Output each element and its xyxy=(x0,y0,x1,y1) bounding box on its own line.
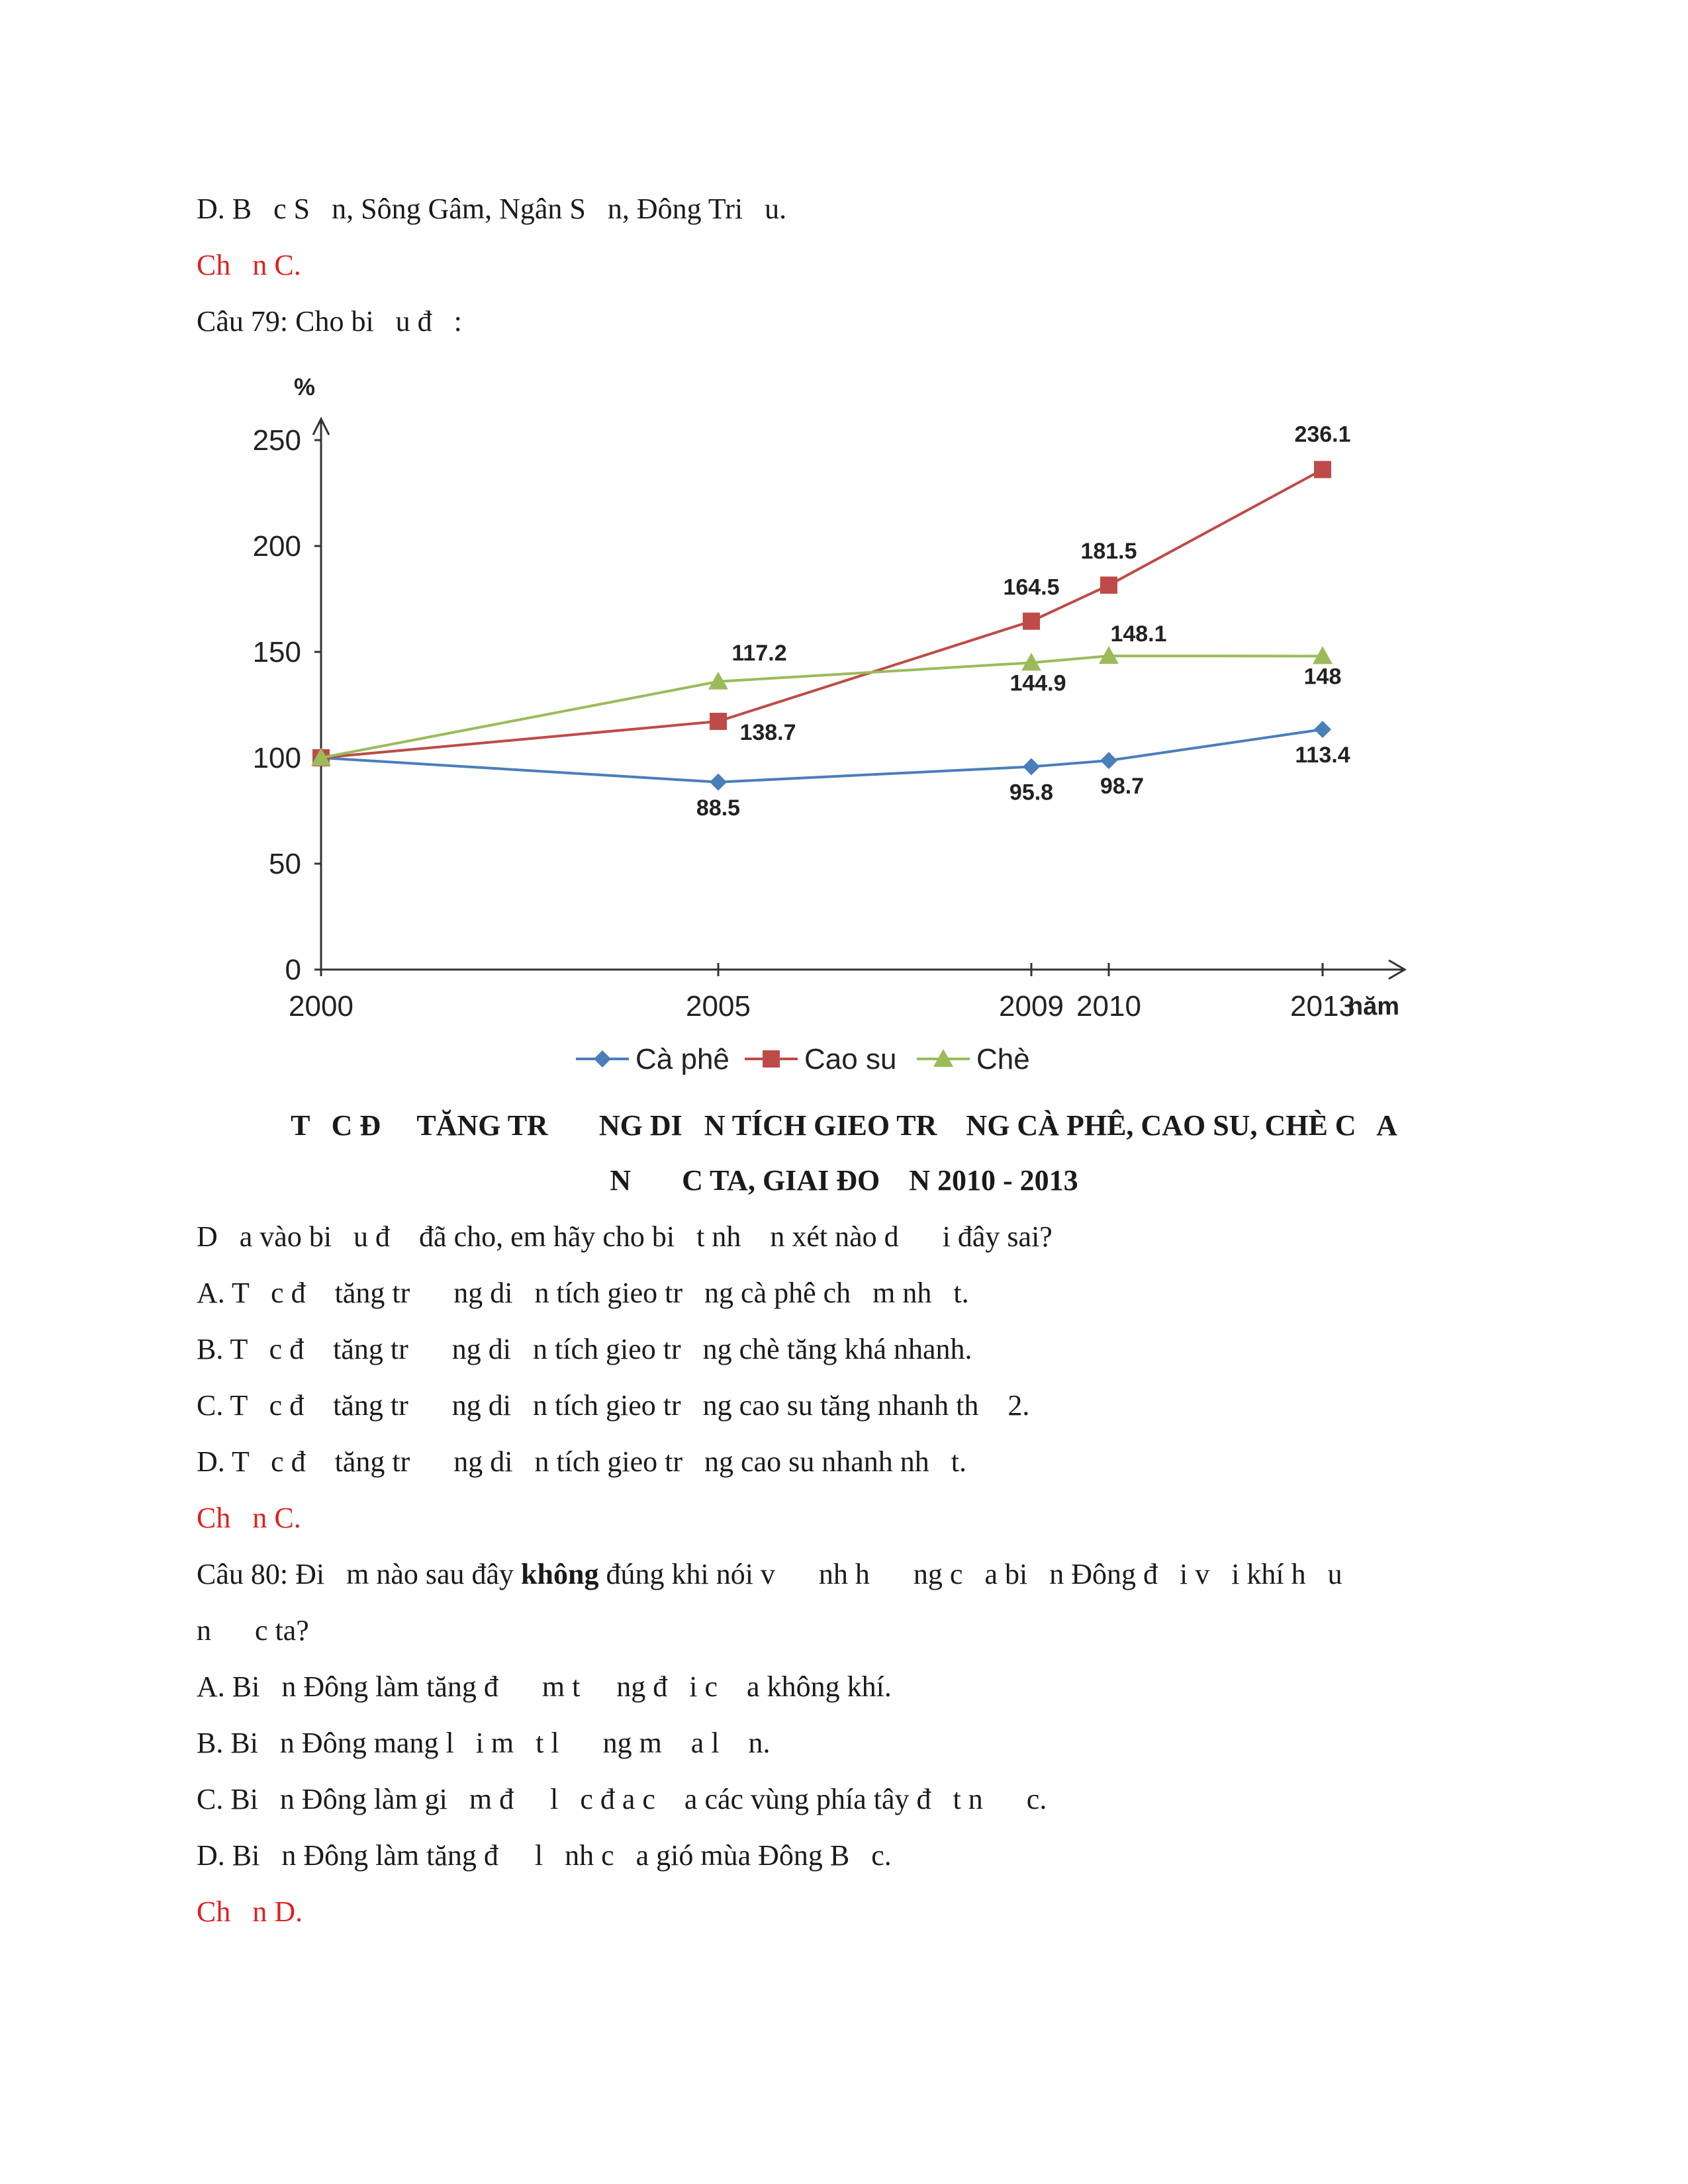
option-b: B. Bi n Đông mang l i m t l ng m a l n. xyxy=(197,1727,771,1759)
series-line xyxy=(321,469,1323,758)
data-point xyxy=(1314,721,1331,738)
data-point xyxy=(1023,758,1040,775)
data-point xyxy=(1314,461,1331,478)
y-axis-label: % xyxy=(293,373,316,400)
answer-line: Ch n C. xyxy=(197,1502,301,1534)
data-point xyxy=(710,774,727,791)
line-chart xyxy=(218,361,1476,1109)
option-d: D. Bi n Đông làm tăng đ l nh c a gió mùa Đông B c. xyxy=(197,1839,892,1872)
x-tick-label: 2009 xyxy=(999,990,1064,1023)
option-a: A. T c đ tăng tr ng di n tích gieo tr ng cà phê ch m nh t. xyxy=(197,1277,969,1309)
chart-title-line1: T C Đ TĂNG TR NG DI N TÍCH GIEO TR NG CÀ PHÊ, CAO SU, CHÈ C A xyxy=(291,1109,1397,1142)
legend-label: Cà phê xyxy=(635,1043,729,1075)
data-label: 148.1 xyxy=(1110,621,1167,647)
series-line xyxy=(321,729,1323,782)
series-line xyxy=(321,656,1323,758)
data-label: 164.5 xyxy=(1003,574,1060,600)
x-tick-label: 2005 xyxy=(686,990,751,1023)
y-tick-label: 0 xyxy=(285,954,301,986)
data-label: 181.5 xyxy=(1080,539,1137,565)
data-label: 144.9 xyxy=(1009,670,1066,696)
q80-part1: Câu 80: Đi m nào sau đây xyxy=(197,1558,522,1590)
y-tick-label: 100 xyxy=(252,742,301,774)
question-80 xyxy=(197,1557,1342,1592)
data-label: 98.7 xyxy=(1100,774,1145,799)
option-c: C. Bi n Đông làm gi m đ l c đ a c a các vùng phía tây đ t n c. xyxy=(197,1783,1047,1815)
option-d: D. T c đ tăng tr ng di n tích gieo tr ng cao su nhanh nh t. xyxy=(197,1445,966,1478)
question-79: Câu 79: Cho bi u đ : xyxy=(197,305,462,338)
data-label: 117.2 xyxy=(731,640,787,666)
data-label: 113.4 xyxy=(1295,743,1350,768)
answer-line: Ch n C. xyxy=(197,249,301,281)
data-label: 148 xyxy=(1303,664,1342,690)
y-tick-label: 250 xyxy=(252,424,301,457)
legend-label: Chè xyxy=(976,1043,1030,1075)
data-label: 138.7 xyxy=(739,719,796,745)
x-tick-label: 2000 xyxy=(289,990,353,1023)
data-label: 88.5 xyxy=(696,795,741,821)
option-a: A. Bi n Đông làm tăng đ m t ng đ i c a không khí. xyxy=(197,1670,892,1703)
data-point xyxy=(763,1050,780,1068)
option-b: B. T c đ tăng tr ng di n tích gieo tr ng chè tăng khá nhanh. xyxy=(197,1333,972,1365)
chart-title-line2: N C TA, GIAI ĐO N 2010 - 2013 xyxy=(610,1164,1078,1197)
q80-bold: không xyxy=(521,1558,599,1590)
y-tick-label: 50 xyxy=(269,848,301,880)
data-point xyxy=(1023,613,1040,630)
data-point xyxy=(1100,752,1117,769)
legend-label: Cao su xyxy=(804,1043,897,1075)
x-axis-label: năm xyxy=(1347,993,1400,1021)
q80-part2: đúng khi nói v nh h ng c a bi n Đông đ i v i khí h u xyxy=(598,1558,1342,1590)
y-tick-label: 150 xyxy=(252,636,301,668)
y-tick-label: 200 xyxy=(252,530,301,563)
text-line: D. B c S n, Sông Gâm, Ngân S n, Đông Tri u. xyxy=(197,193,787,225)
x-tick-label: 2013 xyxy=(1290,990,1355,1023)
data-point xyxy=(594,1050,611,1068)
option-c: C. T c đ tăng tr ng di n tích gieo tr ng cao su tăng nhanh th 2. xyxy=(197,1389,1030,1422)
answer-line: Ch n D. xyxy=(197,1895,303,1928)
data-label: 236.1 xyxy=(1294,422,1351,447)
x-tick-label: 2010 xyxy=(1076,990,1141,1023)
question-prompt: D a vào bi u đ đã cho, em hãy cho bi t nh n xét nào d i đây sai? xyxy=(197,1220,1053,1253)
data-point xyxy=(1100,576,1117,594)
question-80-cont: n c ta? xyxy=(197,1614,309,1647)
data-label: 95.8 xyxy=(1009,780,1054,805)
data-point xyxy=(710,713,727,730)
